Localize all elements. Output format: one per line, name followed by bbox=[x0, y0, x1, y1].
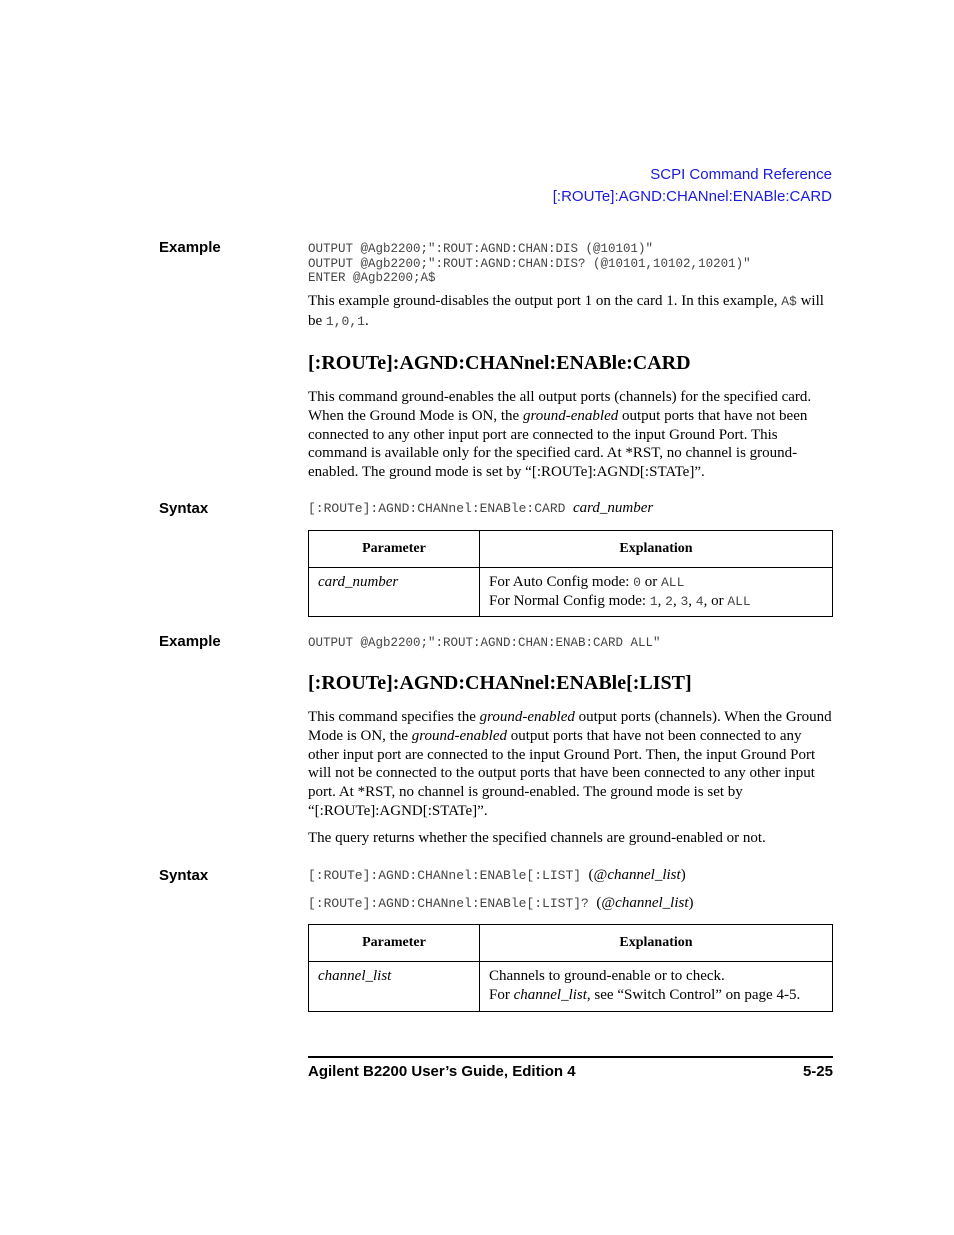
text: For Auto Config mode: bbox=[489, 574, 634, 590]
command: [:ROUTe]:AGND:CHANnel:ENABle[:LIST]? bbox=[308, 896, 589, 911]
value: 2 bbox=[665, 594, 673, 609]
syntax-label: Syntax bbox=[159, 867, 209, 884]
card-description bbox=[308, 388, 833, 482]
parameter-cell bbox=[309, 962, 480, 1012]
list-query-description: The query returns whether the specified channels are ground-enabled or not. bbox=[308, 830, 766, 846]
variable: A$ bbox=[781, 294, 797, 309]
value: 1 bbox=[649, 594, 658, 609]
explanation-line bbox=[489, 573, 823, 592]
value: 1,0,1 bbox=[325, 313, 365, 329]
card-parameter-table bbox=[308, 530, 833, 617]
explanation-line bbox=[489, 592, 823, 611]
parameter-name: card_number bbox=[318, 574, 399, 590]
value: 0 bbox=[633, 575, 641, 590]
text: will be bbox=[308, 293, 824, 329]
column-header: Explanation bbox=[480, 531, 833, 568]
text: (@ bbox=[596, 895, 616, 911]
text: , see “Switch Control” on page 4-5. bbox=[586, 987, 801, 1003]
separator: , bbox=[657, 593, 666, 609]
column-header: Parameter bbox=[309, 925, 480, 962]
value: 3 bbox=[680, 594, 689, 609]
table-row bbox=[309, 962, 833, 1012]
parameter: channel_list bbox=[615, 895, 689, 911]
text: ) bbox=[680, 867, 686, 883]
text: or bbox=[640, 574, 661, 590]
text: output ports that have not been connected to any other input port are connected to the input Ground Port. This command is available only for the specified card. At *RST, no channel is ground-enabled. The ground mode is set by “[:ROUTe]:AGND[:STATe]”. bbox=[308, 407, 808, 481]
text: This example ground-disables the output port 1 on the card 1. In this example, bbox=[308, 293, 782, 309]
command: [:ROUTe]:AGND:CHANnel:ENABle:CARD bbox=[308, 501, 566, 516]
text: . bbox=[364, 312, 369, 329]
separator: , or bbox=[703, 593, 728, 609]
card-syntax bbox=[308, 500, 653, 517]
text: (@ bbox=[588, 867, 608, 883]
column-header: Explanation bbox=[480, 925, 833, 962]
separator: , bbox=[688, 593, 696, 609]
footer-page-number: 5-25 bbox=[802, 1063, 833, 1080]
parameter-cell bbox=[309, 568, 480, 617]
example-code: OUTPUT @Agb2200;":ROUT:AGND:CHAN:DIS (@10101)" OUTPUT @Agb2200;":ROUT:AGND:CHAN:DIS? (@10101,10102,10201)" ENTER @Agb2200;A$ bbox=[308, 242, 751, 285]
emphasis: ground-enabled bbox=[411, 727, 508, 744]
list-parameter-table bbox=[308, 924, 833, 1012]
list-description bbox=[308, 708, 833, 821]
footer-guide-title: Agilent B2200 User’s Guide, Edition 4 bbox=[308, 1063, 576, 1080]
example-description bbox=[308, 292, 833, 332]
value: 4 bbox=[695, 594, 704, 609]
example-label: Example bbox=[159, 633, 221, 650]
text: output ports that have not been connected to any other input port are connected to the input Ground Port. Then, the input Ground Port will not be connected to the output ports that have been connected to any other input port. At *RST, no channel is ground-enabled. The ground mode is set by “[:ROUTe]:AGND[:STATe]”. bbox=[308, 727, 816, 819]
table-header-row bbox=[309, 531, 833, 568]
parameter: channel_list bbox=[607, 867, 681, 883]
footer-rule bbox=[308, 1056, 833, 1058]
text: output ports (channels). When the Ground Mode is ON, the bbox=[308, 709, 832, 744]
text: This command specifies the bbox=[308, 709, 480, 725]
syntax-label: Syntax bbox=[159, 500, 209, 517]
table-row bbox=[309, 568, 833, 617]
text: ) bbox=[688, 895, 694, 911]
text: For bbox=[489, 987, 514, 1003]
text: This command ground-enables the all output ports (channels) for the specified card. When the Ground Mode is ON, the bbox=[308, 389, 812, 424]
parameter-name: channel_list bbox=[318, 968, 392, 984]
running-header-command: [:ROUTe]:AGND:CHANnel:ENABle:CARD bbox=[552, 188, 832, 205]
explanation-line bbox=[489, 986, 823, 1005]
emphasis: ground-enabled bbox=[479, 709, 575, 725]
parameter: card_number bbox=[572, 500, 654, 516]
text: For Normal Config mode: bbox=[489, 593, 650, 609]
value: ALL bbox=[660, 575, 685, 590]
section-title-list: [:ROUTe]:AGND:CHANnel:ENABle[:LIST] bbox=[308, 672, 692, 694]
emphasis: ground-enabled bbox=[522, 407, 619, 424]
explanation-cell bbox=[480, 962, 833, 1012]
emphasis: channel_list bbox=[513, 987, 587, 1003]
list-syntax-set bbox=[308, 867, 686, 884]
explanation-line: Channels to ground-enable or to check. bbox=[489, 968, 725, 984]
section-title-card: [:ROUTe]:AGND:CHANnel:ENABle:CARD bbox=[308, 352, 691, 374]
command: [:ROUTe]:AGND:CHANnel:ENABle[:LIST] bbox=[308, 868, 582, 883]
separator: , bbox=[672, 593, 681, 609]
running-header-section: SCPI Command Reference bbox=[650, 166, 832, 183]
example-code: OUTPUT @Agb2200;":ROUT:AGND:CHAN:ENAB:CARD ALL" bbox=[308, 636, 661, 650]
list-syntax-query bbox=[308, 895, 694, 912]
column-header: Parameter bbox=[309, 531, 480, 568]
example-label: Example bbox=[159, 239, 221, 256]
table-header-row bbox=[309, 925, 833, 962]
value: ALL bbox=[727, 594, 751, 609]
explanation-cell bbox=[480, 568, 833, 617]
